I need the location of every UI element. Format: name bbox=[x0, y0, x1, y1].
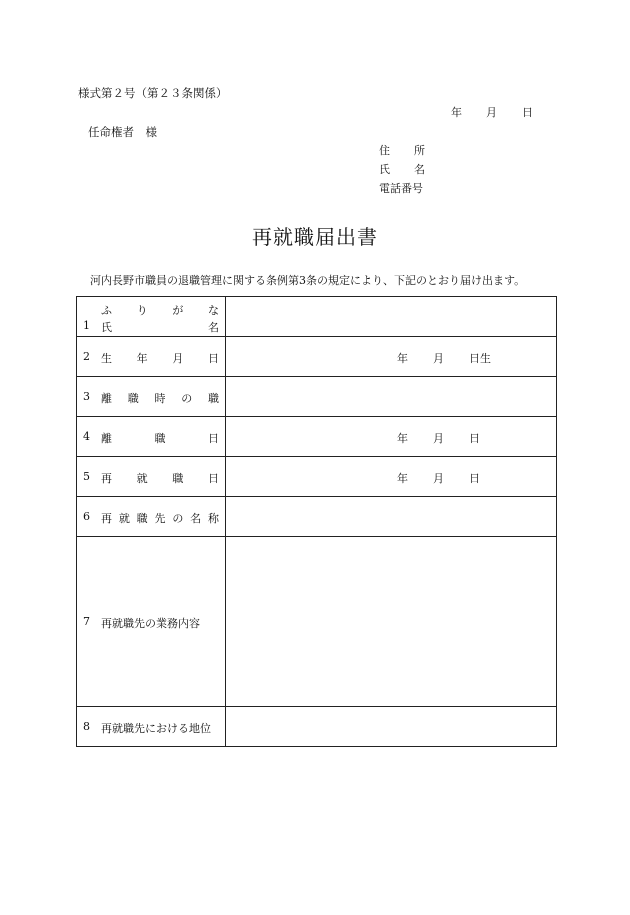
form-number: 様式第２号（第２３条関係） bbox=[78, 86, 228, 100]
row-number: 8 bbox=[83, 720, 90, 733]
date-month-label: 月 bbox=[486, 106, 497, 119]
row-number: 2 bbox=[83, 350, 90, 363]
row-label-birthdate: 2 生 年 月 日 bbox=[77, 337, 226, 377]
row-number: 1 bbox=[83, 319, 90, 332]
document-title: 再就職届出書 bbox=[252, 225, 378, 249]
table-row bbox=[77, 457, 557, 497]
row-label-job-position: 8 再就職先における地位 bbox=[77, 707, 226, 747]
table-row bbox=[77, 337, 557, 377]
addressee: 任命権者 様 bbox=[88, 125, 157, 139]
preface-text: 河内長野市職員の退職管理に関する条例第3条の規定により、下記のとおり届け出ます。 bbox=[90, 274, 526, 287]
table-row bbox=[77, 537, 557, 707]
date-year-label: 年 bbox=[451, 106, 462, 119]
furigana-label: ふ り が な bbox=[101, 304, 219, 317]
table-row bbox=[77, 417, 557, 457]
address-label-1: 住 bbox=[379, 144, 390, 157]
row-label-reemployment-date: 5 再 就 職 日 bbox=[77, 457, 226, 497]
name-label-2: 名 bbox=[414, 163, 425, 176]
birthdate-value-cell[interactable]: 年 月 日生 bbox=[226, 337, 557, 377]
row-number: 5 bbox=[83, 470, 90, 483]
job-content-value-cell[interactable] bbox=[226, 537, 557, 707]
name-label: 氏 名 bbox=[101, 321, 219, 334]
table-row bbox=[77, 297, 557, 337]
report-form-table bbox=[76, 296, 557, 747]
retirement-date-value-cell[interactable]: 年 月 日 bbox=[226, 417, 557, 457]
row-label-position-at-retirement: 3 離 職 時 の 職 bbox=[77, 377, 226, 417]
address-label-2: 所 bbox=[414, 144, 425, 157]
employer-name-value-cell[interactable] bbox=[226, 497, 557, 537]
table-row bbox=[77, 497, 557, 537]
table-row bbox=[77, 707, 557, 747]
table-row bbox=[77, 377, 557, 417]
row-label-name bbox=[77, 297, 226, 337]
row-label-retirement-date: 4 離 職 日 bbox=[77, 417, 226, 457]
name-value-cell[interactable] bbox=[226, 297, 557, 337]
row-label-employer-name: 6 再 就 職 先 の 名 称 bbox=[77, 497, 226, 537]
job-position-value-cell[interactable] bbox=[226, 707, 557, 747]
reemployment-date-value-cell[interactable]: 年 月 日 bbox=[226, 457, 557, 497]
phone-label: 電話番号 bbox=[379, 182, 423, 195]
row-number: 3 bbox=[83, 390, 90, 403]
position-value-cell[interactable] bbox=[226, 377, 557, 417]
row-label-job-content: 7 再就職先の業務内容 bbox=[77, 537, 226, 707]
date-day-label: 日 bbox=[522, 106, 533, 119]
row-number: 4 bbox=[83, 430, 90, 443]
name-label-1: 氏 bbox=[379, 163, 390, 176]
row-number: 7 bbox=[83, 615, 90, 628]
row-number: 6 bbox=[83, 510, 90, 523]
